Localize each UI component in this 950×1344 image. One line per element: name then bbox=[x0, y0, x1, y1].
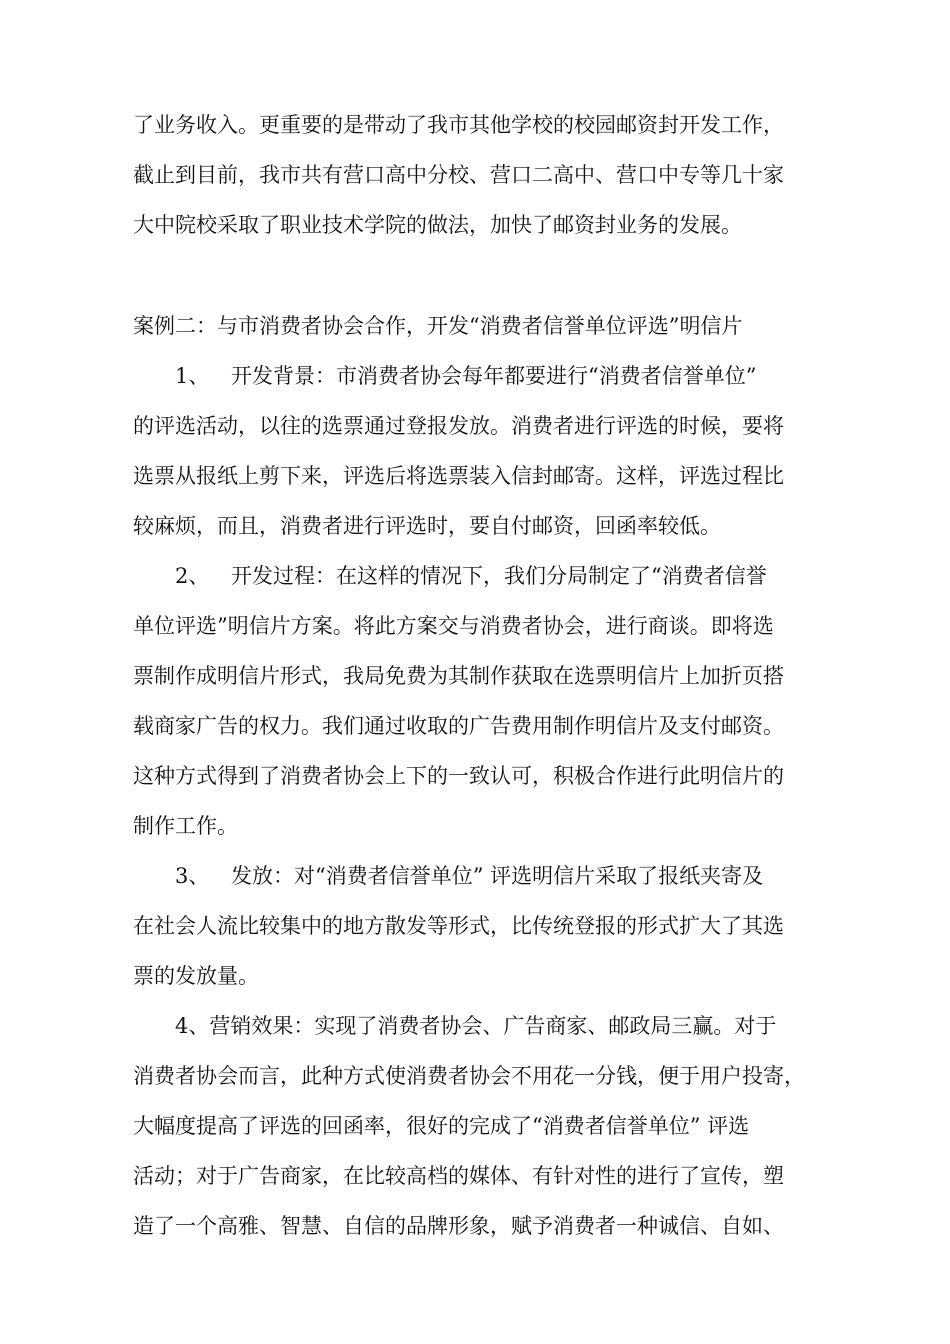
intro-line-1: 了业务收入。更重要的是带动了我市其他学校的校园邮资封开发工作， bbox=[133, 113, 784, 137]
item-4-number: 4、 bbox=[175, 1014, 210, 1038]
item-1-first-text: 开发背景：市消费者协会每年都要进行“消费者信誉单位” bbox=[231, 364, 757, 388]
item-3-number: 3、 bbox=[175, 864, 210, 888]
item-1-number: 1、 bbox=[175, 364, 210, 388]
intro-line-2: 截止到目前，我市共有营口高中分校、营口二高中、营口中专等几十家 bbox=[133, 163, 784, 187]
item-2-line-3: 票制作成明信片形式，我局免费为其制作获取在选票明信片上加折页搭 bbox=[133, 664, 784, 688]
item-2-line-6: 制作工作。 bbox=[133, 814, 238, 838]
item-2-first-line bbox=[175, 561, 823, 591]
item-2-line-4: 载商家广告的权力。我们通过收取的广告费用制作明信片及支付邮资。 bbox=[133, 714, 784, 738]
item-3-first-text: 发放：对“消费者信誉单位” 评选明信片采取了报纸夹寄及 bbox=[231, 864, 764, 888]
case-title: 案例二：与市消费者协会合作，开发“消费者信誉单位评选”明信片 bbox=[133, 314, 743, 338]
item-1-line-2: 的评选活动，以往的选票通过登报发放。消费者进行评选的时候，要将 bbox=[133, 414, 784, 438]
item-2-line-2: 单位评选”明信片方案。将此方案交与消费者协会，进行商谈。即将选 bbox=[133, 614, 774, 638]
item-3-first-line bbox=[175, 861, 823, 891]
item-4-first-text: 营销效果：实现了消费者协会、广告商家、邮政局三赢。对于 bbox=[209, 1014, 777, 1038]
item-3-line-3: 票的发放量。 bbox=[133, 964, 259, 988]
item-4-line-4: 活动；对于广告商家，在比较高档的媒体、有针对性的进行了宣传，塑 bbox=[133, 1164, 784, 1188]
item-2-first-text: 开发过程：在这样的情况下，我们分局制定了“消费者信誉 bbox=[231, 564, 767, 588]
item-1-first-line bbox=[175, 361, 823, 391]
item-4-first-line bbox=[175, 1011, 823, 1041]
item-1-line-3: 选票从报纸上剪下来，评选后将选票装入信封邮寄。这样，评选过程比 bbox=[133, 464, 784, 488]
item-4-line-2: 消费者协会而言，此种方式使消费者协会不用花一分钱，便于用户投寄， bbox=[133, 1064, 805, 1088]
intro-line-3: 大中院校采取了职业技术学院的做法，加快了邮资封业务的发展。 bbox=[133, 213, 742, 237]
item-3-line-2: 在社会人流比较集中的地方散发等形式，比传统登报的形式扩大了其选 bbox=[133, 914, 784, 938]
item-4-line-3: 大幅度提高了评选的回函率，很好的完成了“消费者信誉单位” 评选 bbox=[133, 1114, 750, 1138]
item-1-line-4: 较麻烦，而且，消费者进行评选时，要自付邮资，回函率较低。 bbox=[133, 514, 721, 538]
item-4-line-5: 造了一个高雅、智慧、自信的品牌形象，赋予消费者一种诚信、自如、 bbox=[133, 1214, 784, 1238]
item-2-line-5: 这种方式得到了消费者协会上下的一致认可，积极合作进行此明信片的 bbox=[133, 764, 784, 788]
item-2-number: 2、 bbox=[175, 564, 210, 588]
